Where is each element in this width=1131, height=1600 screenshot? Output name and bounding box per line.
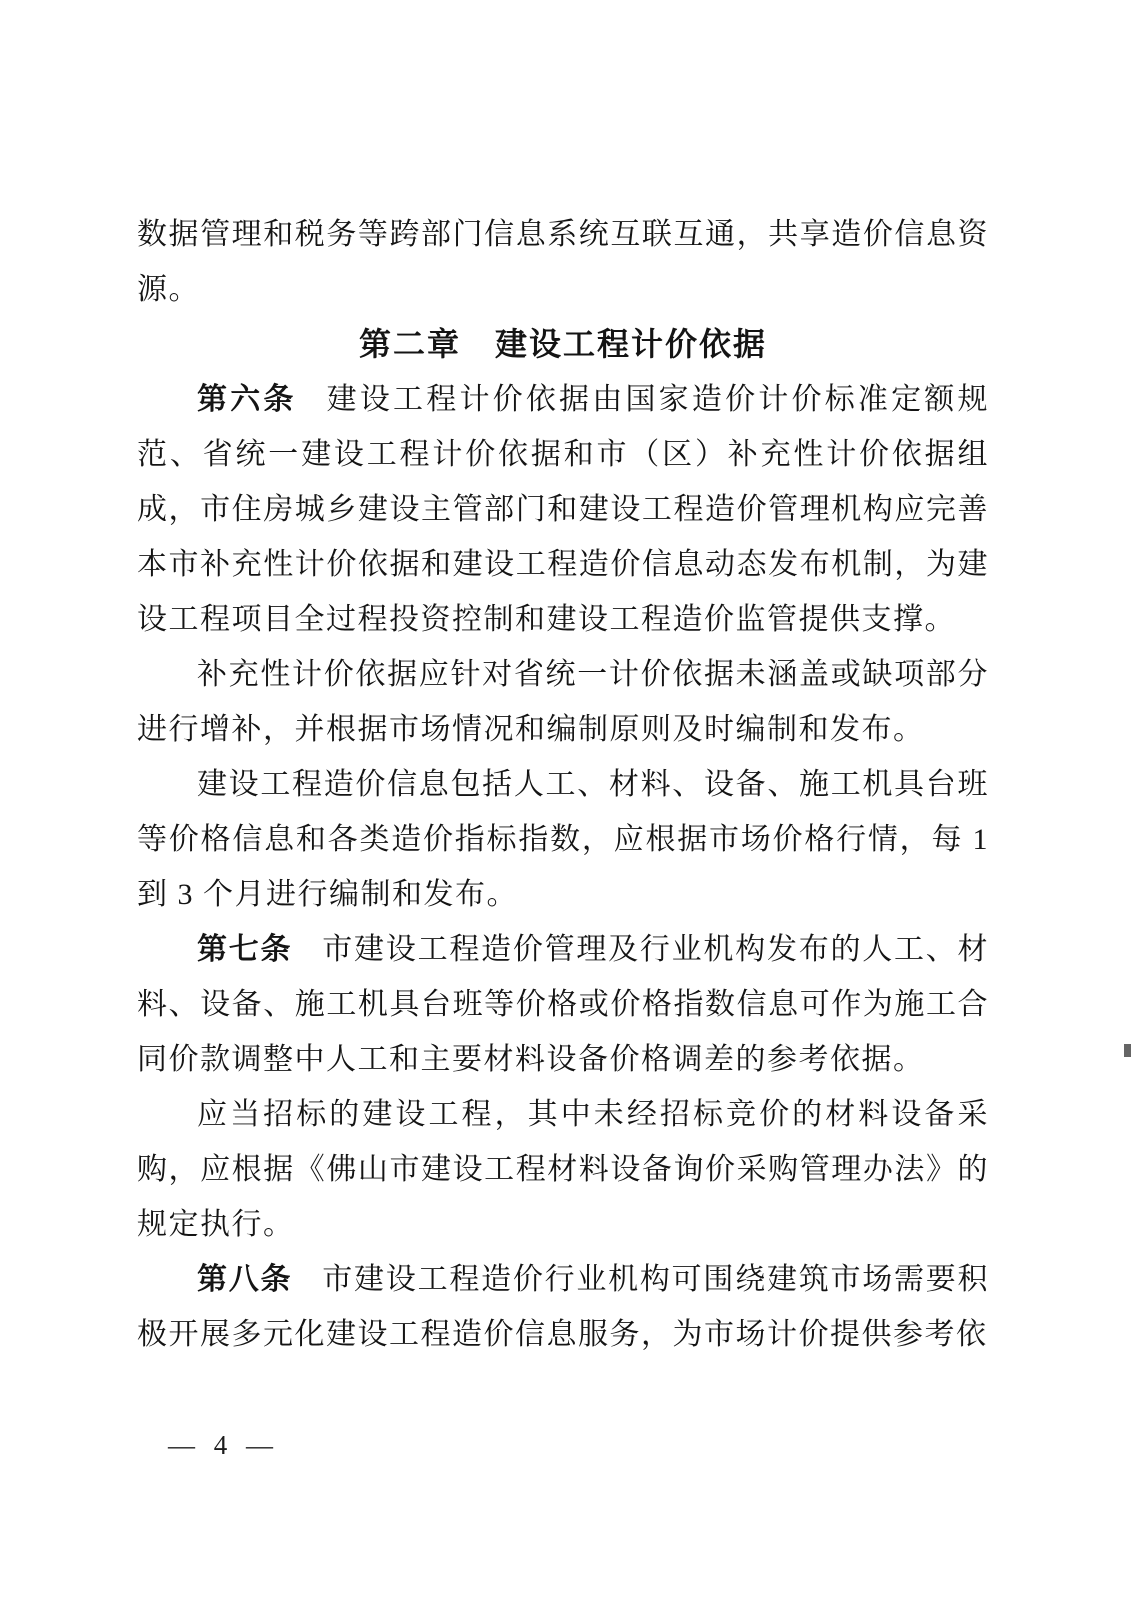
article-6-number: 第六条: [197, 383, 297, 416]
article-7-paragraph: [137, 922, 989, 1087]
scan-artifact-mark: [1124, 1044, 1131, 1057]
article-8-text: 市建设工程造价行业机构可围绕建筑市场需要积极开展多元化建设工程造价信息服务，为市场计价提供参考依: [137, 1263, 990, 1351]
article-7-text: 市建设工程造价管理及行业机构发布的人工、材料、设备、施工机具台班等价格或价格指数信息可作为施工合同价款调整中人工和主要材料设备价格调差的参考依据。: [137, 933, 990, 1076]
intro-paragraph: 数据管理和税务等跨部门信息系统互联互通，共享造价信息资源。: [137, 218, 989, 306]
article-7-number: 第七条: [197, 933, 293, 966]
document-body: [137, 207, 989, 1362]
article-6-text: 建设工程计价依据由国家造价计价标准定额规范、省统一建设工程计价依据和市（区）补充性计价依据组成，市住房城乡建设主管部门和建设工程造价管理机构应完善本市补充性计价依据和建设工程造价信息动态发布机制，为建设工程项目全过程投资控制和建设工程造价监管提供支撑。: [137, 383, 990, 636]
chapter-heading: 第二章 建设工程计价依据: [358, 326, 767, 362]
tendering-paragraph: 应当招标的建设工程，其中未经招标竞价的材料设备采购，应根据《佛山市建设工程材料设备询价采购管理办法》的规定执行。: [137, 1098, 989, 1241]
article-8-paragraph: [137, 1252, 989, 1362]
cost-information-paragraph: 建设工程造价信息包括人工、材料、设备、施工机具台班等价格信息和各类造价指标指数，应根据市场价格行情，每 1 到 3 个月进行编制和发布。: [137, 768, 989, 911]
page-number: — 4 —: [168, 1430, 279, 1460]
supplementary-basis-paragraph: 补充性计价依据应针对省统一计价依据未涵盖或缺项部分进行增补，并根据市场情况和编制原则及时编制和发布。: [137, 658, 989, 746]
article-8-number: 第八条: [197, 1263, 293, 1296]
article-6-paragraph: [137, 372, 989, 647]
